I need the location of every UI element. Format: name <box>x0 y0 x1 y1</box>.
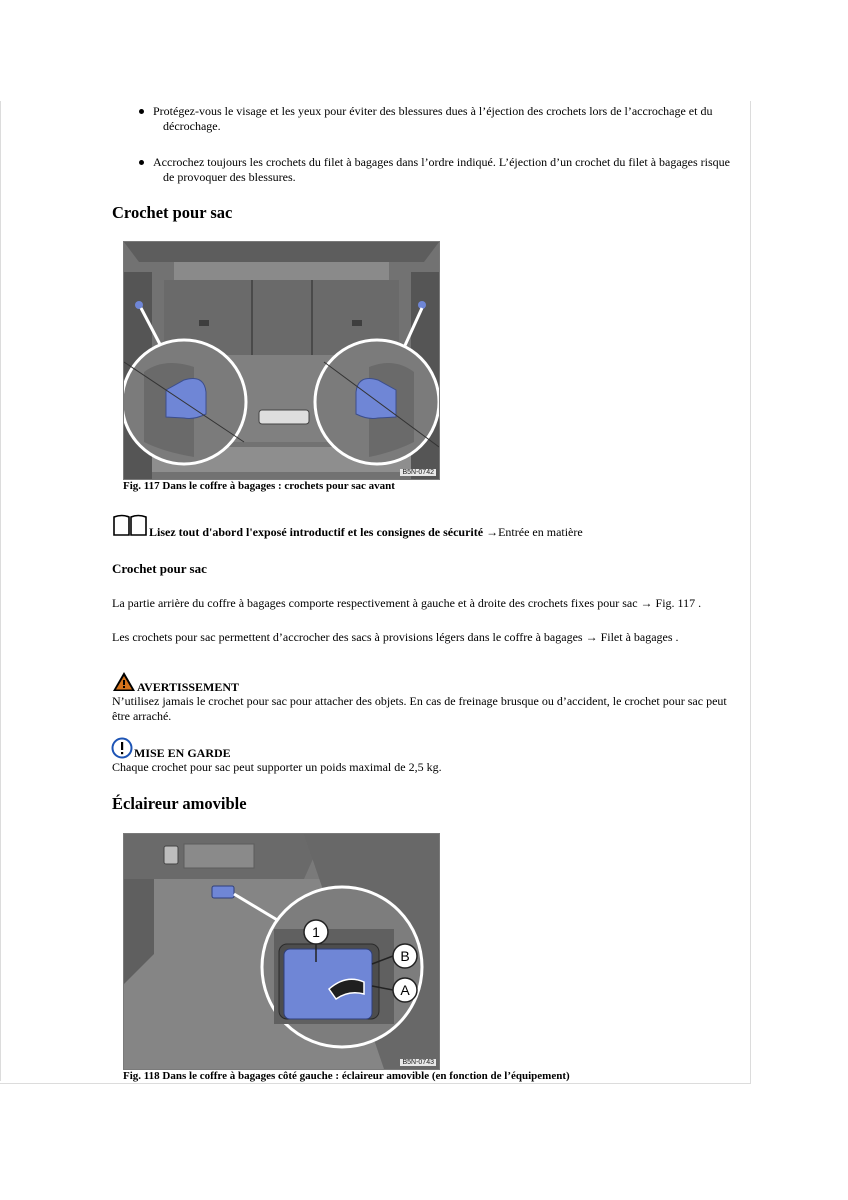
bullet-text-line1: Protégez-vous le visage et les yeux pour éviter des blessures dues à l’éjection des crochets lors de l’accrochage et du <box>153 104 713 118</box>
intro-line <box>149 525 583 540</box>
intro-bold: Lisez tout d'abord l'exposé introductif et les consignes de sécurité <box>149 525 484 539</box>
callout-label-1: 1 <box>312 924 320 940</box>
bullet-text-line1: Accrochez toujours les crochets du filet à bagages dans l’ordre indiqué. L’éjection d’un crochet du filet à bagages risque <box>153 155 731 169</box>
caution-icon <box>111 737 133 759</box>
caution-title: MISE EN GARDE <box>134 746 231 760</box>
figure-code: B5N-0742 <box>402 469 434 476</box>
caution-text: Chaque crochet pour sac peut supporter un poids maximal de 2,5 kg. <box>112 760 442 774</box>
figure-117-caption: Fig. 117 Dans le coffre à bagages : crochets pour sac avant <box>123 480 395 492</box>
bullet-item <box>153 104 743 134</box>
intro-link[interactable]: Entrée en matière <box>498 525 583 539</box>
figure-118-caption: Fig. 118 Dans le coffre à bagages côté gauche : éclaireur amovible (en fonction de l’équipement) <box>123 1070 570 1082</box>
page-frame-bottom <box>0 1083 751 1084</box>
warning-text-line2: être arraché. <box>112 709 172 723</box>
figure-118-image <box>123 833 440 1070</box>
warning-title: AVERTISSEMENT <box>137 680 240 694</box>
callout-label-b: B <box>400 948 410 964</box>
warning-text-line1: N’utilisez jamais le crochet pour sac pour attacher des objets. En cas de freinage brusque ou d’accident, le crochet pour sac peut <box>112 694 727 708</box>
section-title-crochet: Crochet pour sac <box>112 203 233 222</box>
figure-117-image <box>123 241 440 480</box>
page-frame-right <box>750 101 751 1084</box>
page-frame-left <box>0 101 1 1081</box>
warning-text <box>112 694 742 724</box>
warning-triangle-icon <box>112 671 136 692</box>
bullet-item <box>153 155 743 185</box>
bullet-text-line2: décrochage. <box>163 119 221 133</box>
bullet-text-line2: de provoquer des blessures. <box>163 170 296 184</box>
removable-lamp-illustration <box>124 834 439 1069</box>
callout-label-a: A <box>400 982 410 998</box>
paragraph-2: Les crochets pour sac permettent d’accrocher des sacs à provisions légers dans le coffre à bagages → Filet à bagages . <box>112 630 679 644</box>
figure-code: B5N-0743 <box>402 1059 434 1066</box>
section-title-eclaireur: Éclaireur amovible <box>112 794 247 813</box>
bullet-dot <box>139 109 144 114</box>
trunk-hooks-illustration <box>124 242 439 479</box>
subsection-title: Crochet pour sac <box>112 561 207 576</box>
paragraph-1: La partie arrière du coffre à bagages comporte respectivement à gauche et à droite des crochets fixes pour sac → Fig. 117 . <box>112 596 702 610</box>
intro-arrow: → <box>486 525 499 539</box>
book-icon <box>112 514 148 536</box>
bullet-dot <box>139 160 144 165</box>
